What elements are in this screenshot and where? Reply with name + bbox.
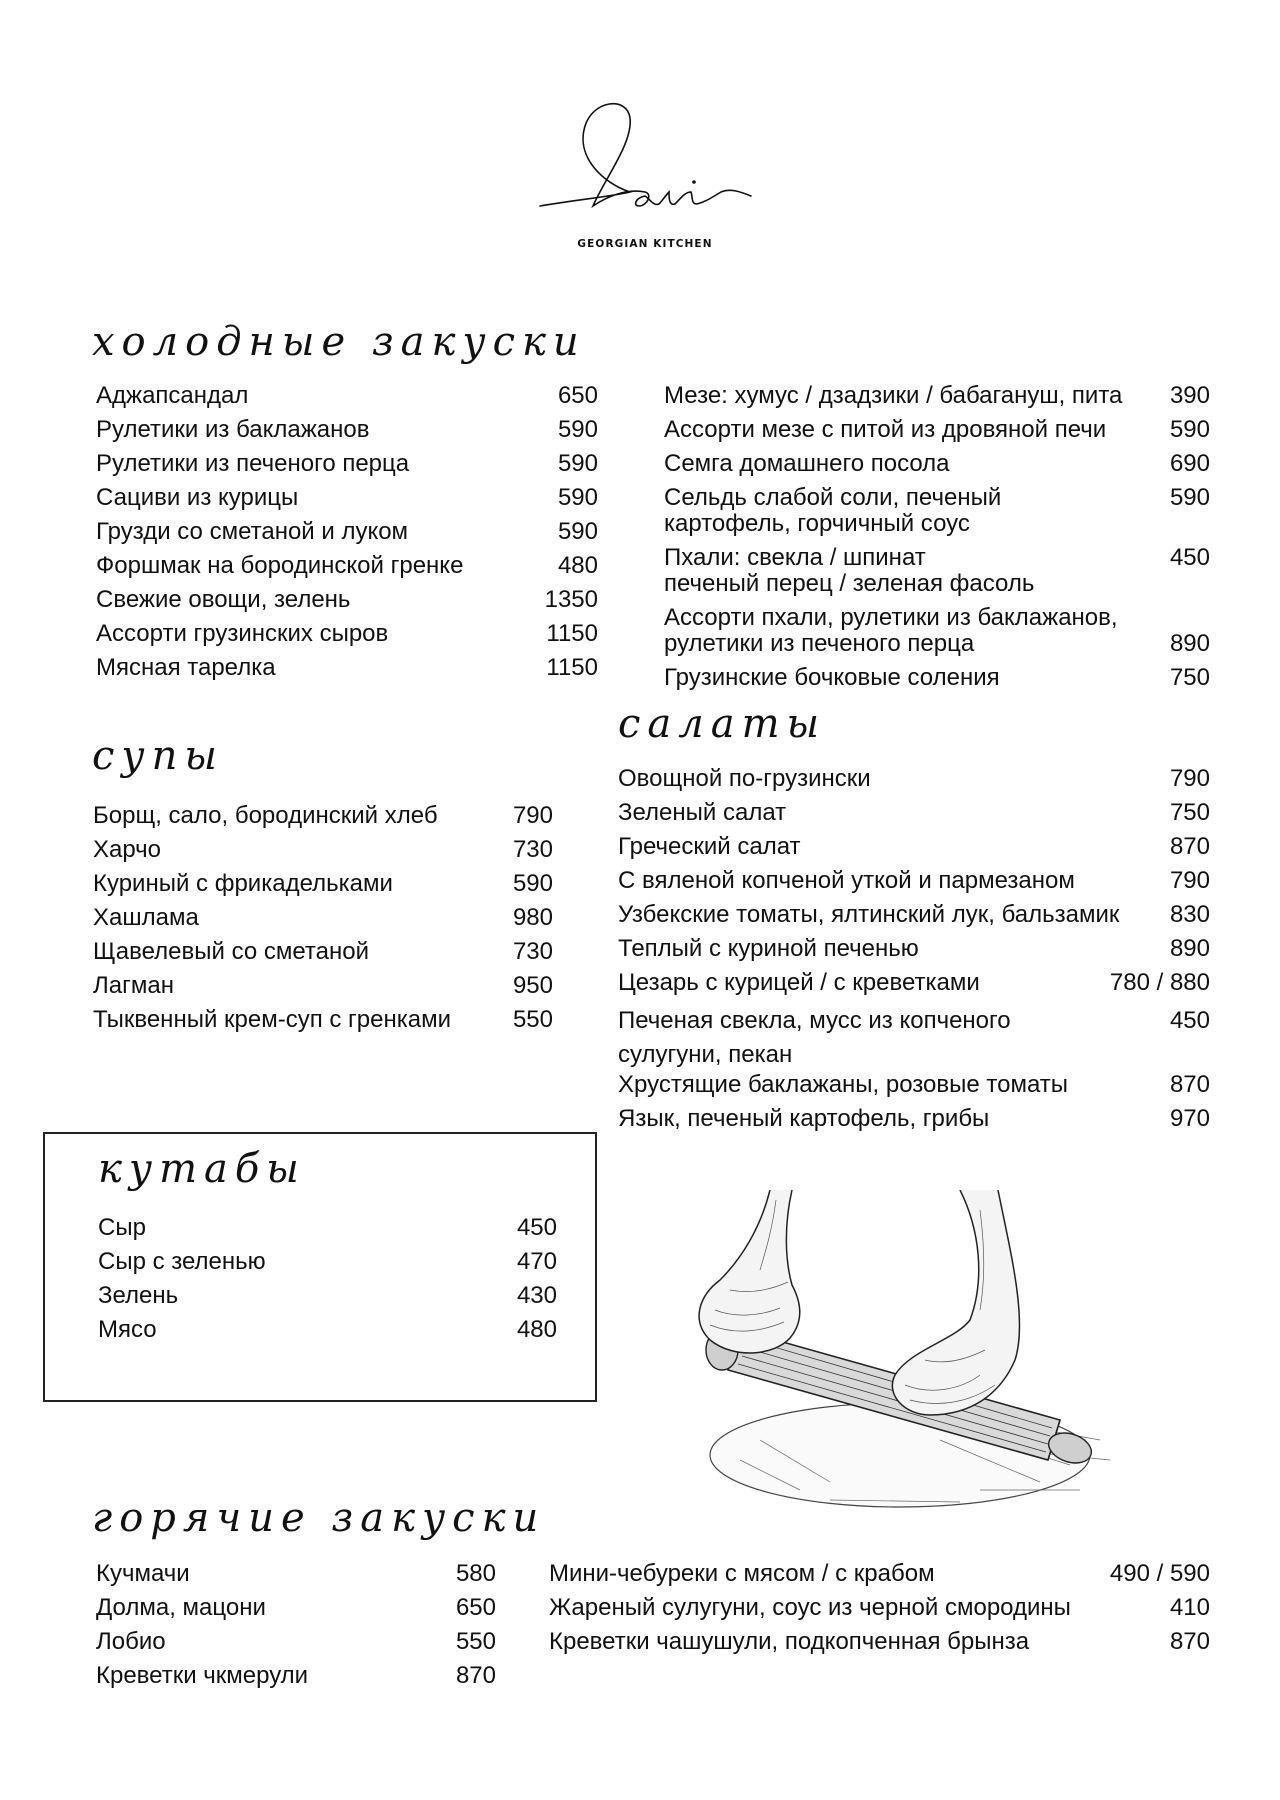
list-item: [618, 970, 1210, 996]
salads-heading: салаты: [618, 701, 827, 747]
dish-price: 690: [1169, 450, 1210, 477]
list-item: [618, 834, 1210, 860]
list-item: [98, 1283, 557, 1309]
dish-name: Зелень: [98, 1282, 179, 1309]
list-item: [96, 1629, 496, 1655]
dish-name: Жареный сулугуни, соус из черной смородины: [549, 1594, 1071, 1621]
list-item: [664, 605, 1210, 657]
list-item: [618, 800, 1210, 826]
list-item: [96, 519, 598, 545]
dish-name: Свежие овощи, зелень: [96, 586, 351, 613]
dish-price: 870: [1169, 1071, 1210, 1098]
dish-price: 830: [1169, 901, 1210, 928]
dish-price: 480: [557, 552, 598, 579]
list-item: [96, 1595, 496, 1621]
restaurant-logo: [535, 88, 755, 258]
dish-name: Харчо: [93, 836, 162, 863]
dish-price: 450: [1169, 544, 1210, 571]
kutaby-list: [98, 1215, 557, 1351]
list-item: [618, 868, 1210, 894]
dish-price: 590: [557, 484, 598, 511]
dish-price: 450: [516, 1214, 557, 1241]
dish-name: Мясная тарелка: [96, 654, 276, 681]
dish-price: 590: [1169, 484, 1210, 511]
dish-price: 550: [455, 1628, 496, 1655]
dish-name: Ассорти мезе с питой из дровяной печи: [664, 416, 1107, 443]
dish-name: Хрустящие баклажаны, розовые томаты: [618, 1071, 1069, 1098]
list-item: [93, 871, 553, 897]
dish-price: 590: [557, 518, 598, 545]
dish-price: 890: [1169, 935, 1210, 962]
dish-price: 730: [512, 836, 553, 863]
dish-price: 790: [1169, 867, 1210, 894]
dish-name: Долма, мацони: [96, 1594, 266, 1621]
list-item: [96, 417, 598, 443]
list-item: [96, 553, 598, 579]
list-item: [618, 1004, 1210, 1072]
soups-list: [93, 803, 553, 1041]
list-item: [98, 1317, 557, 1343]
dish-price: 790: [512, 802, 553, 829]
dish-price: 1150: [546, 620, 598, 647]
dish-name: Пхали: свекла / шпинат печеный перец / зеленая фасоль: [664, 544, 1035, 597]
dish-name: Сациви из курицы: [96, 484, 299, 511]
dish-name: Лобио: [96, 1628, 166, 1655]
dish-name: Овощной по-грузински: [618, 765, 871, 792]
list-item: [618, 1106, 1210, 1132]
hands-rolling-dough-illustration: [680, 1190, 1120, 1520]
list-item: [96, 485, 598, 511]
list-item: [93, 803, 553, 829]
dish-price: 650: [455, 1594, 496, 1621]
cold-starters-right-list: [664, 383, 1210, 699]
list-item: [664, 665, 1210, 691]
list-item: [664, 417, 1210, 443]
list-item: [618, 902, 1210, 928]
dish-price: 470: [516, 1248, 557, 1275]
dish-price: 590: [1169, 416, 1210, 443]
dish-name: Греческий салат: [618, 833, 801, 860]
list-item: [96, 621, 598, 647]
list-item: [93, 939, 553, 965]
list-item: [618, 936, 1210, 962]
dish-price: 790: [1169, 765, 1210, 792]
dish-price: 870: [1169, 833, 1210, 860]
dish-price: 780 / 880: [1109, 969, 1210, 996]
dish-name: Зеленый салат: [618, 799, 787, 826]
dish-name: Грузинские бочковые соления: [664, 664, 1000, 691]
dish-name: Рулетики из баклажанов: [96, 416, 370, 443]
list-item: [96, 587, 598, 613]
dish-name: Грузди со сметаной и луком: [96, 518, 409, 545]
dish-name: Кучмачи: [96, 1560, 190, 1587]
dish-price: 480: [516, 1316, 557, 1343]
dish-name: Печеная свекла, мусс из копченого сулугуни, пекан: [618, 1007, 1011, 1068]
dish-name: Рулетики из печеного перца: [96, 450, 410, 477]
dish-name: Ассорти пхали, рулетики из баклажанов, рулетики из печеного перца: [664, 604, 1118, 657]
dish-name: Семга домашнего посола: [664, 450, 950, 477]
lari-wordmark-logo: [535, 88, 755, 228]
list-item: [549, 1561, 1210, 1587]
salads-list: [618, 766, 1210, 1140]
list-item: [664, 545, 1210, 597]
dish-name: Креветки чашушули, подкопченная брынза: [549, 1628, 1030, 1655]
list-item: [664, 485, 1210, 537]
dish-name: Форшмак на бородинской гренке: [96, 552, 464, 579]
dish-price: 1350: [544, 586, 598, 613]
dish-name: Мини-чебуреки с мясом / с крабом: [549, 1560, 935, 1587]
cold-starters-heading: холодные закуски: [92, 319, 586, 365]
dish-name: Аджапсандал: [96, 382, 249, 409]
list-item: [664, 451, 1210, 477]
dish-price: 890: [1169, 630, 1210, 657]
dish-name: Борщ, сало, бородинский хлеб: [93, 802, 438, 829]
kutaby-heading: кутабы: [98, 1146, 306, 1192]
list-item: [96, 655, 598, 681]
dish-price: 750: [1169, 664, 1210, 691]
dish-name: Ассорти грузинских сыров: [96, 620, 389, 647]
dish-price: 580: [455, 1560, 496, 1587]
dish-price: 970: [1169, 1105, 1210, 1132]
dish-name: С вяленой копченой уткой и пармезаном: [618, 867, 1075, 894]
list-item: [664, 383, 1210, 409]
soups-heading: супы: [92, 733, 224, 779]
dish-price: 870: [455, 1662, 496, 1689]
cold-starters-left-list: [96, 383, 598, 689]
dish-name: Куриный с фрикадельками: [93, 870, 393, 897]
dish-name: Сельдь слабой соли, печеный картофель, горчичный соус: [664, 484, 1002, 537]
dish-name: Сыр: [98, 1214, 146, 1241]
dish-name: Тыквенный крем-суп с гренками: [93, 1006, 452, 1033]
hot-starters-right-list: [549, 1561, 1210, 1663]
dish-price: 590: [557, 416, 598, 443]
logo-subtitle: GEORGIAN KITCHEN: [577, 238, 713, 250]
list-item: [96, 383, 598, 409]
dish-name: Мясо: [98, 1316, 157, 1343]
dish-price: 550: [512, 1006, 553, 1033]
dish-price: 410: [1169, 1594, 1210, 1621]
list-item: [96, 1561, 496, 1587]
list-item: [98, 1215, 557, 1241]
dish-price: 590: [557, 450, 598, 477]
dish-name: Цезарь с курицей / с креветками: [618, 969, 980, 996]
dish-name: Язык, печеный картофель, грибы: [618, 1105, 990, 1132]
dish-name: Креветки чкмерули: [96, 1662, 309, 1689]
dish-price: 450: [1169, 1007, 1210, 1034]
list-item: [618, 766, 1210, 792]
list-item: [93, 905, 553, 931]
dish-price: 590: [512, 870, 553, 897]
dish-price: 490 / 590: [1109, 1560, 1210, 1587]
dish-name: Лагман: [93, 972, 174, 999]
dish-price: 980: [512, 904, 553, 931]
dish-name: Сыр с зеленью: [98, 1248, 266, 1275]
list-item: [618, 1072, 1210, 1098]
list-item: [98, 1249, 557, 1275]
list-item: [96, 1663, 496, 1689]
dish-price: 650: [557, 382, 598, 409]
dish-price: 730: [512, 938, 553, 965]
hot-starters-left-list: [96, 1561, 496, 1697]
dish-name: Мезе: хумус / дзадзики / бабагануш, пита: [664, 382, 1123, 409]
list-item: [93, 973, 553, 999]
dish-price: 870: [1169, 1628, 1210, 1655]
dish-price: 950: [512, 972, 553, 999]
list-item: [93, 1007, 553, 1033]
list-item: [96, 451, 598, 477]
dish-name: Узбекские томаты, ялтинский лук, бальзамик: [618, 901, 1120, 928]
hot-starters-heading: горячие закуски: [92, 1495, 546, 1541]
dish-name: Хашлама: [93, 904, 199, 931]
dish-price: 1150: [546, 654, 598, 681]
dish-name: Щавелевый со сметаной: [93, 938, 369, 965]
list-item: [549, 1595, 1210, 1621]
list-item: [549, 1629, 1210, 1655]
dish-price: 750: [1169, 799, 1210, 826]
dish-price: 390: [1169, 382, 1210, 409]
dish-price: 430: [516, 1282, 557, 1309]
list-item: [93, 837, 553, 863]
dish-name: Теплый с куриной печенью: [618, 935, 919, 962]
